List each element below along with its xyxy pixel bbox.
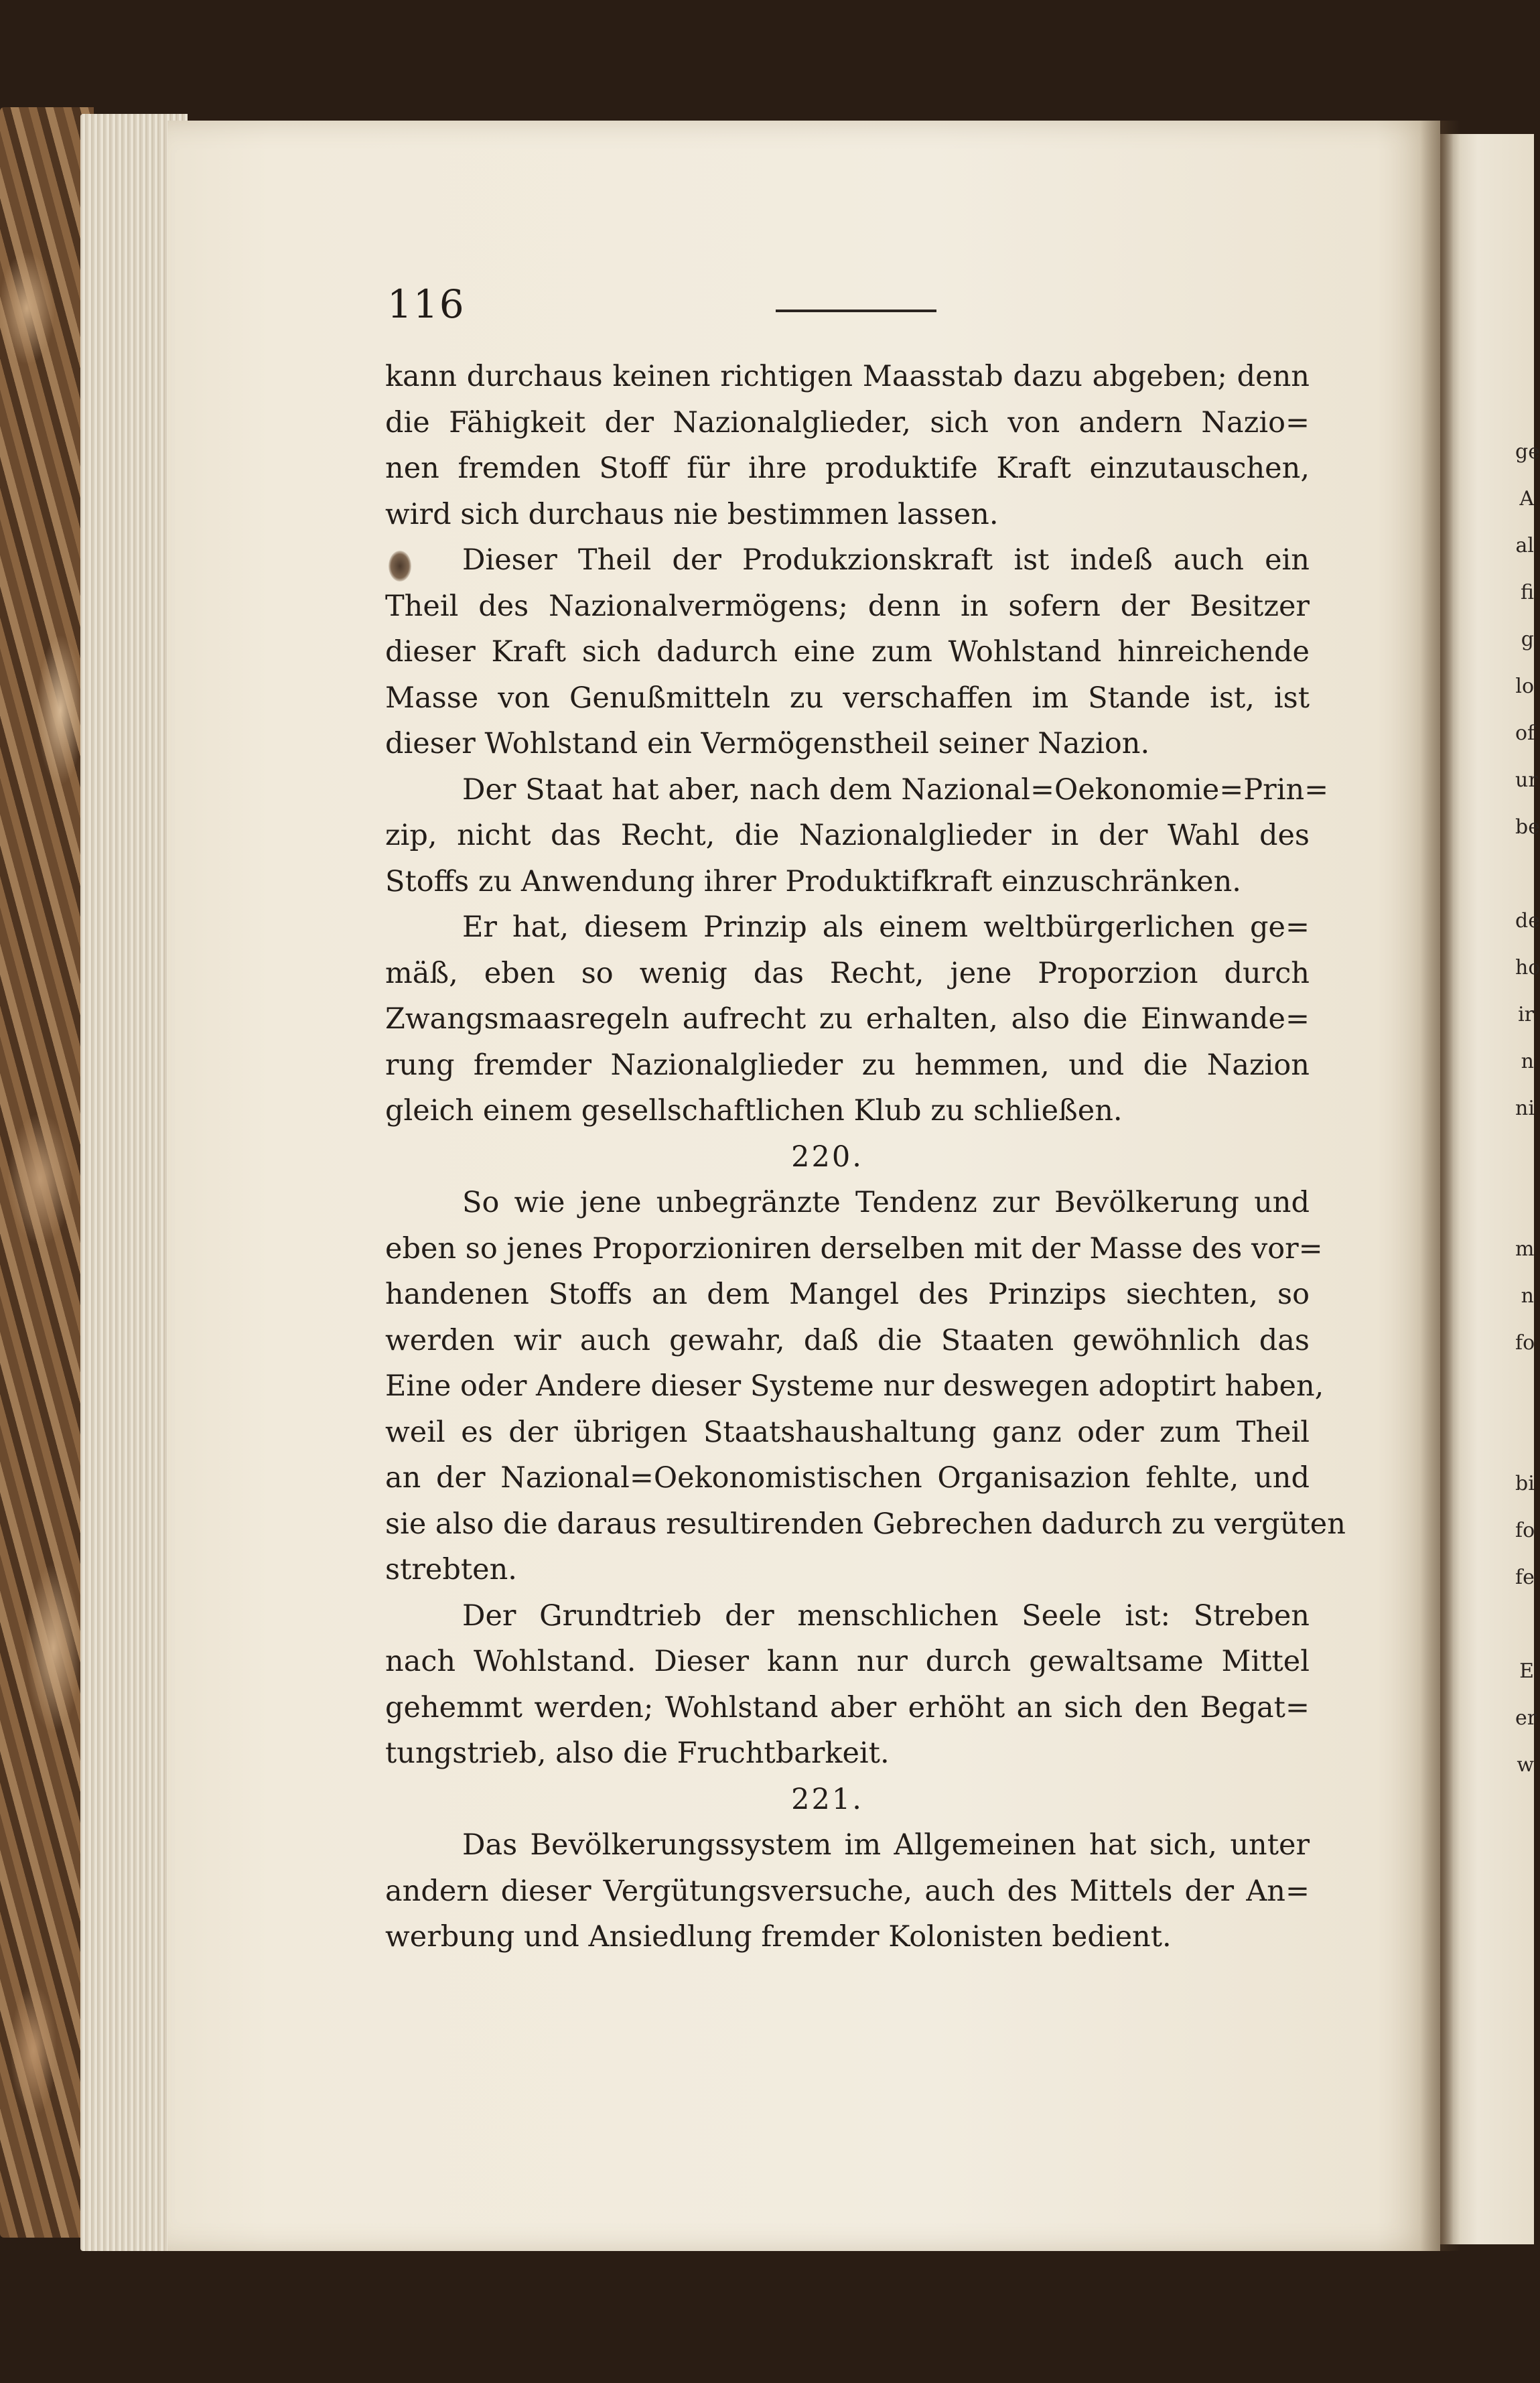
text-line: strebten. [385,1553,517,1586]
fragment: fi [1520,581,1534,604]
fragment [1515,851,1534,898]
fragment: ir [1518,1003,1534,1026]
section-number: 221. [791,1782,863,1816]
text-line: Dieser Theil der Produkzionskraft ist indeß auch ein [462,543,1310,577]
fragment: A [1519,487,1534,510]
text-line: nach Wohlstand. Dieser kann nur durch gewaltsame Mittel [385,1645,1310,1678]
fragment: w [1517,1753,1534,1777]
text-line: Stoffs zu Anwendung ihrer Produktifkraft einzuschränken. [385,864,1241,898]
fragment: ge [1515,440,1540,464]
body-text [385,354,1346,1960]
fragment: m [1515,1237,1535,1261]
fragment: be [1515,815,1540,839]
text-line: Zwangsmaasregeln aufrecht zu erhalten, also die Einwande= [385,1002,1310,1036]
fragment: E [1519,1659,1534,1683]
facing-page-fragments [1515,429,1540,1789]
text-line: gleich einem gesellschaftlichen Klub zu schließen. [385,1094,1123,1128]
fragment: fe [1515,1566,1535,1589]
fragment: lo [1515,675,1534,698]
page-number: 116 [387,281,466,327]
text-line: Theil des Nazionalvermögens; denn in sofern der Besitzer [385,589,1310,623]
text-line: tungstrieb, also die Fruchtbarkeit. [385,1737,890,1770]
text-line: werbung und Ansiedlung fremder Kolonisten bedient. [385,1920,1172,1954]
text-line: So wie jene unbegränzte Tendenz zur Bevölkerung und [462,1186,1310,1219]
text-line: Masse von Genußmitteln zu verschaffen im Stande ist, ist [385,681,1310,715]
text-line: Das Bevölkerungssystem im Allgemeinen hat sich, unter [462,1828,1310,1862]
fragment [1515,1367,1534,1414]
page-header [387,281,1325,335]
text-line: eben so jenes Proporzioniren derselben mit der Masse des vor= [385,1231,1323,1266]
fragment: n [1521,1284,1534,1308]
text-line: nen fremden Stoff für ihre produktife Kraft einzutauschen, [385,452,1310,485]
text-line: an der Nazional=Oekonomistischen Organisazion fehlte, und [385,1461,1310,1495]
fragment [1515,1601,1534,1648]
text-line: gehemmt werden; Wohlstand aber erhöht an sich den Begat= [385,1690,1310,1724]
fragment: er [1515,1706,1537,1730]
text-line: handenen Stoffs an dem Mangel des Prinzips siechten, so [385,1278,1310,1311]
text-line: rung fremder Nazionalglieder zu hemmen, und die Nazion [385,1048,1310,1082]
text-line: sie also die daraus resultirenden Gebrechen dadurch zu vergüten [385,1507,1346,1541]
fragment: of [1515,722,1535,745]
text-line: dieser Kraft sich dadurch eine zum Wohlstand hinreichende [385,635,1310,669]
text-line: wird sich durchaus nie bestimmen lassen. [385,497,999,531]
text-line: Er hat, diesem Prinzip als einem weltbürgerlichen ge= [462,910,1310,944]
fragment: ni [1515,1097,1535,1120]
text-line: kann durchaus keinen richtigen Maasstab dazu abgeben; denn [385,360,1310,393]
fragment: n [1521,1050,1534,1073]
text-line: mäß, eben so wenig das Recht, jene Proporzion durch [385,956,1310,990]
text-line: Eine oder Andere dieser Systeme nur deswegen adoptirt haben, [385,1369,1324,1403]
text-line: andern dieser Vergütungsversuche, auch des Mittels der An= [385,1874,1310,1908]
fragment: al [1515,534,1534,557]
text-line: Der Grundtrieb der menschlichen Seele ist: Streben [462,1598,1310,1633]
fragment: g [1521,628,1534,651]
text-line: dieser Wohlstand ein Vermögenstheil seiner Nazion. [385,727,1150,760]
fragment: fo [1515,1331,1535,1355]
text-line: Der Staat hat aber, nach dem Nazional=Oekonomie=Prin= [462,772,1329,807]
text-line: zip, nicht das Recht, die Nazionalglieder in der Wahl des [385,819,1310,852]
fragment: de [1515,909,1540,933]
fragment [1515,1414,1534,1460]
book-gutter [1420,121,1460,2251]
fragment: fo [1515,1519,1535,1542]
fragment [1515,1132,1534,1179]
fragment [1515,1179,1534,1226]
text-line: weil es der übrigen Staatshaushaltung ganz oder zum Theil [385,1415,1310,1449]
header-rule [776,310,936,312]
fragment: ur [1515,768,1538,792]
section-number: 220. [791,1140,863,1174]
fragment: bi [1515,1472,1535,1495]
fragment: ho [1515,956,1540,979]
text-line: werden wir auch gewahr, daß die Staaten gewöhnlich das [385,1323,1310,1357]
marbled-cover [0,107,94,2238]
text-line: die Fähigkeit der Nazionalglieder, sich von andern Nazio= [385,405,1310,439]
